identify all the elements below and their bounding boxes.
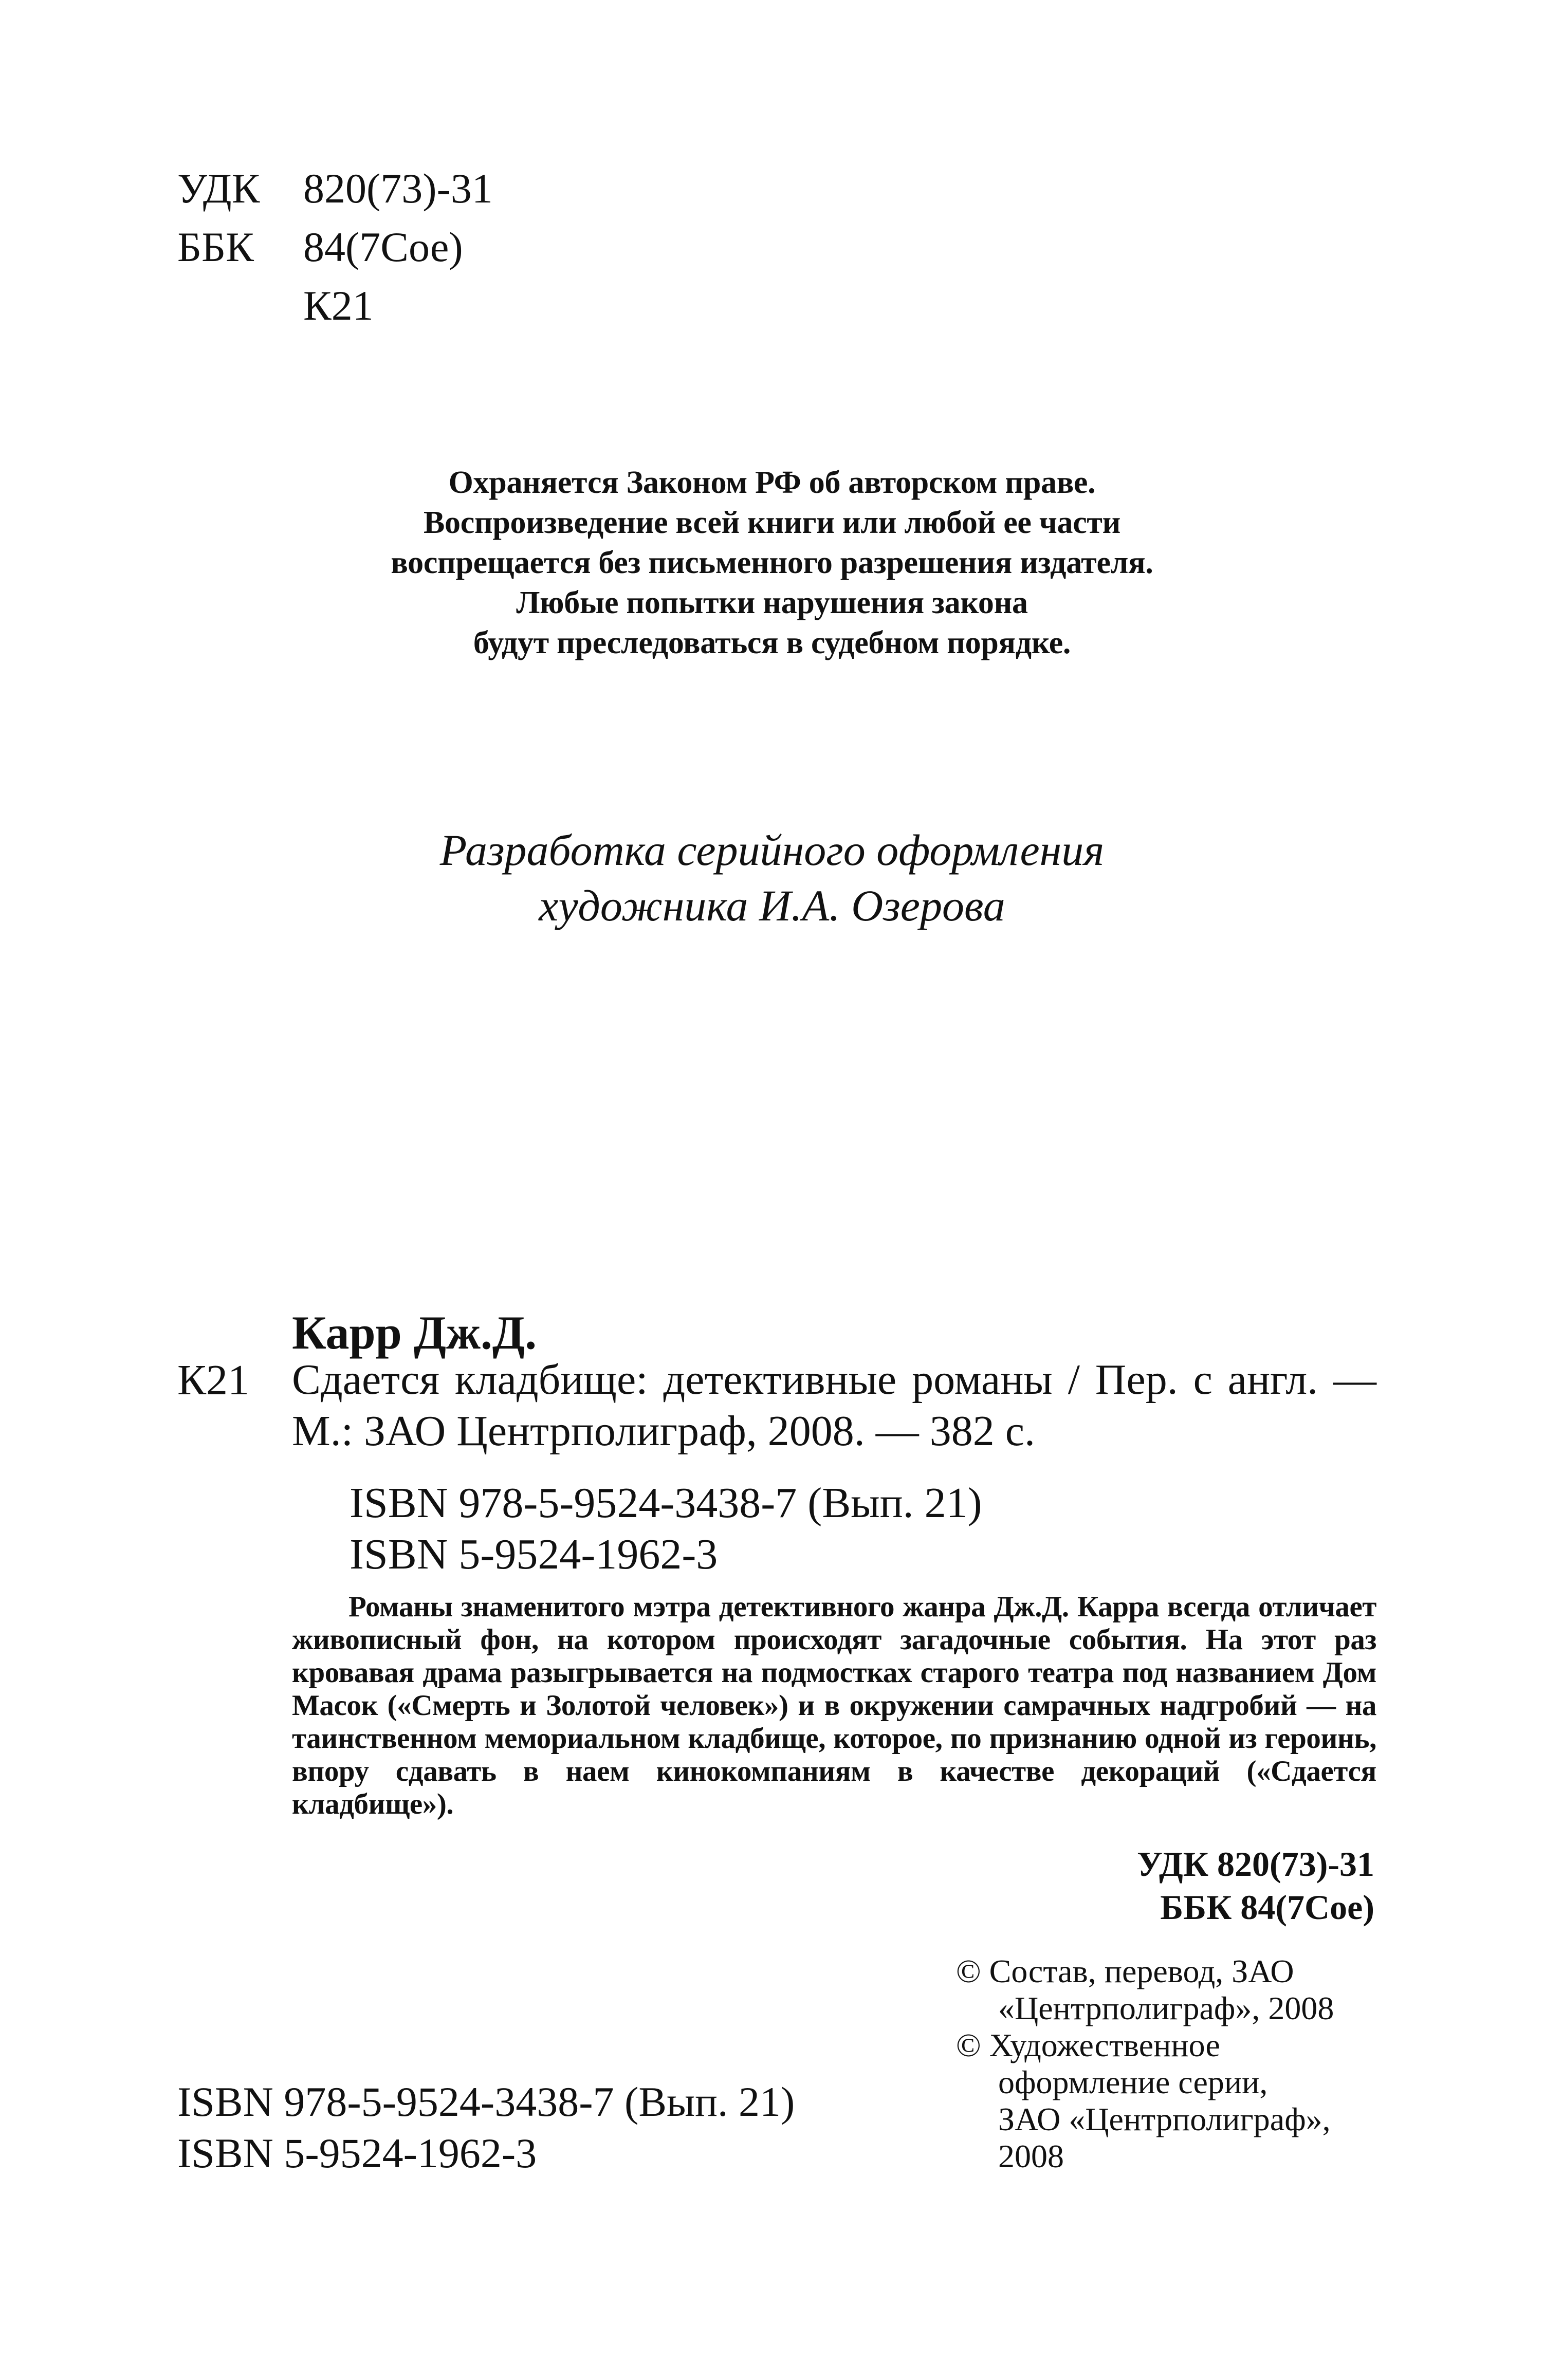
design-credit bbox=[0, 822, 1544, 933]
right-udk: УДК 820(73)-31 bbox=[1136, 1844, 1374, 1884]
annotation: Романы знаменитого мэтра детективного жанра Дж.Д. Карра всегда отличает живописный фон, на котором происходят загадочные события. На этот раз кровавая драма разыгрывается на подмостках старого театра под названием Дом Масок («Смерть и Золотой человек») и в окружении самрачных надгробий — на таинственном мемориальном кладбище, которое, по признанию одной из героинь, впору сдавать в наем кинокомпаниям в качестве декораций («Сдается кладбище»). bbox=[292, 1591, 1376, 1820]
notice-line: Любые попытки нарушения закона bbox=[516, 585, 1028, 620]
notice-line: Охраняется Законом РФ об авторском праве. bbox=[448, 465, 1096, 500]
bottom-isbn bbox=[177, 2076, 795, 2179]
udk-row bbox=[177, 159, 493, 218]
notice-line: Воспроизведение всей книги или любой ее части bbox=[423, 505, 1121, 540]
copyright-line: ЗАО «Центрполиграф», bbox=[998, 2101, 1331, 2137]
isbn-line: ISBN 978-5-9524-3438-7 (Вып. 21) bbox=[350, 1479, 982, 1527]
notice-line: будут преследоваться в судебном порядке. bbox=[473, 625, 1071, 660]
copyright-block bbox=[956, 1953, 1334, 2175]
author-sign: К21 bbox=[303, 282, 374, 329]
bibliography-sign: К21 bbox=[177, 1356, 250, 1404]
copyright-notice bbox=[0, 463, 1544, 663]
design-credit-line: художника И.А. Озерова bbox=[539, 881, 1005, 930]
isbn-line: ISBN 978-5-9524-3438-7 (Вып. 21) bbox=[177, 2078, 795, 2125]
udk-label: УДК bbox=[177, 165, 260, 212]
copyright-line: оформление серии, bbox=[998, 2064, 1268, 2100]
udk-value: 820(73)-31 bbox=[303, 165, 493, 212]
right-codes bbox=[1137, 1842, 1374, 1929]
copyright-line: 2008 bbox=[998, 2138, 1064, 2174]
bibliography-description: Сдается кладбище: детективные романы / Пер. с англ. — М.: ЗАО Центрполиграф, 2008. — 382 с. bbox=[292, 1356, 1376, 1455]
bibliography-isbn bbox=[350, 1478, 982, 1580]
right-bbk: ББК 84(7Сое) bbox=[1160, 1888, 1374, 1927]
notice-line: воспрещается без письменного разрешения издателя. bbox=[391, 545, 1153, 580]
copyright-line: © Состав, перевод, ЗАО bbox=[956, 1953, 1294, 1989]
bbk-value: 84(7Сое) bbox=[303, 224, 463, 270]
bbk-label: ББК bbox=[177, 224, 254, 270]
copyright-line: © Художественное bbox=[956, 2027, 1220, 2063]
author-name: Карр Дж.Д. bbox=[292, 1306, 537, 1359]
isbn-line: ISBN 5-9524-1962-3 bbox=[350, 1530, 718, 1578]
author-sign-row bbox=[177, 276, 493, 335]
copyright-line: «Центрполиграф», 2008 bbox=[998, 1990, 1334, 2026]
classification-codes bbox=[177, 159, 493, 335]
isbn-line: ISBN 5-9524-1962-3 bbox=[177, 2130, 537, 2176]
design-credit-line: Разработка серийного оформления bbox=[439, 825, 1105, 875]
bbk-row bbox=[177, 218, 493, 276]
